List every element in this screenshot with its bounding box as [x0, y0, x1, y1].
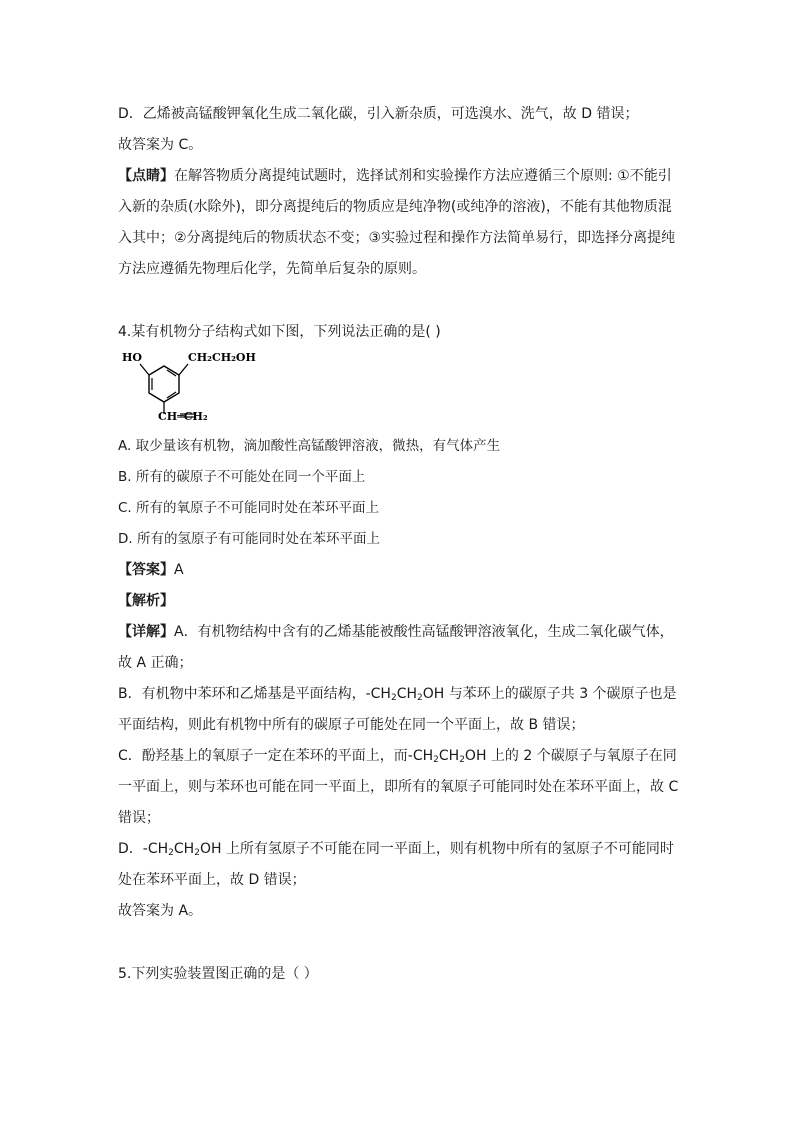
detail-line-c3: 错误； — [118, 810, 160, 826]
benzene-ring — [149, 366, 179, 402]
tip-line-1 — [118, 166, 672, 186]
option-d-explanation: D．乙烯被高锰酸钾氧化生成二氧化碳，引入新杂质，可选溴水、洗气，故 D 错误； — [118, 106, 639, 122]
question-5-stem: 5.下列实验装置图正确的是（ ） — [118, 966, 318, 982]
final-answer: 故答案为 A。 — [118, 903, 203, 919]
question-4-stem: 4.某有机物分子结构式如下图，下列说法正确的是( ) — [118, 324, 441, 340]
detail-line-c1: C．酚羟基上的氧原子一定在苯环的平面上，而$-CH_2CH_2OH$ 上的 2 个碳原子与氧原子在同 — [118, 748, 677, 765]
detail-line-a2: 故 A 正确； — [118, 655, 193, 671]
label-ch2ch2oh: CH₂CH₂OH — [188, 351, 256, 364]
detail-line-a1: 【详解】A．有机物结构中含有的乙烯基能被酸性高锰酸钾溶液氧化，生成二氧化碳气体， — [118, 624, 674, 640]
detail-line-b2: 平面结构，则此有机物中所有的碳原子可能处在同一个平面上，故 B 错误； — [118, 717, 585, 733]
tip-tag: 【点睛】 — [118, 168, 174, 184]
tip-line-3: 入其中；②分离提纯后的物质状态不变；③实验过程和操作方法简单易行，即选择分离提纯 — [118, 230, 676, 246]
option-b: B. 所有的碳原子不可能处在同一个平面上 — [118, 469, 366, 485]
detail-line-b1: B．有机物中苯环和乙烯基是平面结构，$-CH_2CH_2OH$ 与苯环上的碳原子共 3 个碳原子也是 — [118, 686, 677, 703]
tip-line-2: 入新的杂质(水除外)，即分离提纯后的物质应是纯净物(或纯净的溶液)，不能有其他物质混 — [118, 199, 672, 215]
answer-tag: 【答案】 — [118, 562, 174, 578]
option-a: A. 取少量该有机物，滴加酸性高锰酸钾溶液，微热，有气体产生 — [118, 438, 501, 454]
option-d: D. 所有的氢原子有可能同时处在苯环平面上 — [118, 531, 380, 547]
oh-bond — [140, 364, 149, 375]
molecule-structure — [118, 346, 278, 426]
label-ho: HO — [122, 351, 142, 364]
detail-line-c2: 一平面上，则与苯环也可能在同一平面上，即所有的氧原子可能同时处在苯环平面上，故 C — [118, 779, 679, 795]
option-c: C. 所有的氧原子不可能同时处在苯环平面上 — [118, 500, 380, 516]
tip-line-4: 方法应遵循先物理后化学，先简单后复杂的原则。 — [118, 261, 426, 277]
answer-row — [118, 560, 184, 580]
analysis-tag: 【解析】 — [118, 593, 174, 609]
tip-text-1: 在解答物质分离提纯试题时，选择试剂和实验操作方法应遵循三个原则: ①不能引 — [174, 168, 672, 184]
answer-line: 故答案为 C。 — [118, 137, 203, 153]
answer-value: A — [174, 562, 184, 578]
side-chain-bond — [179, 364, 188, 375]
detail-tag: 【详解】 — [118, 624, 174, 640]
label-vinyl: CH═CH₂ — [158, 410, 208, 423]
detail-line-d2: 处在苯环平面上，故 D 错误； — [118, 872, 306, 888]
detail-line-d1: D．$-CH_2CH_2OH$ 上所有氢原子不可能在同一平面上，则有机物中所有的氢原子不可能同时 — [118, 841, 674, 858]
